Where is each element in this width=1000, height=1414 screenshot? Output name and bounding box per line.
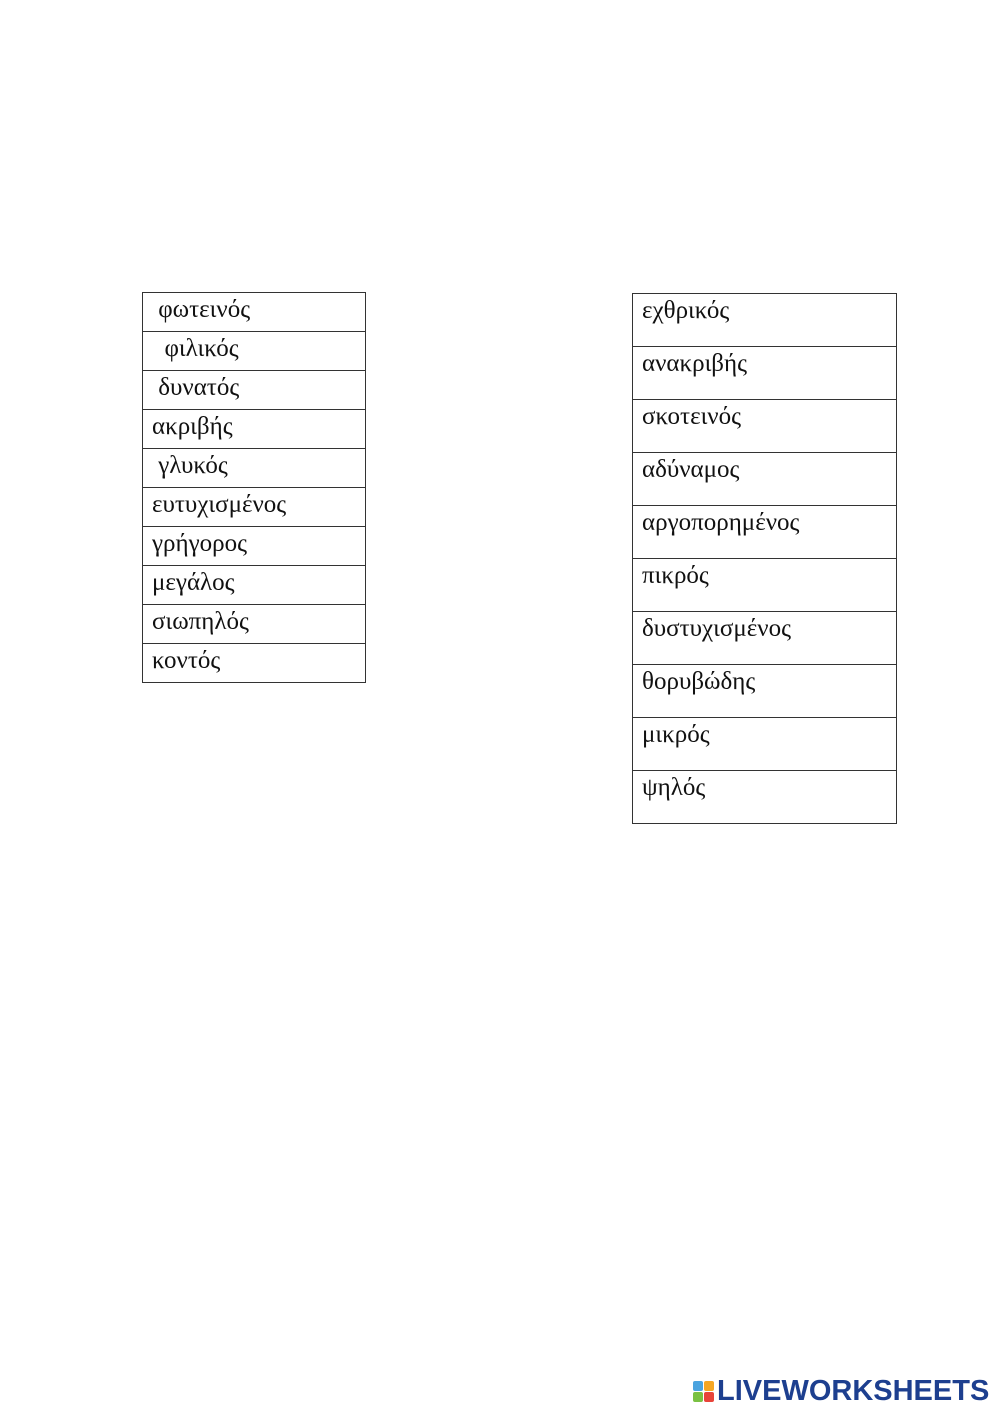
word-cell: φιλικός — [143, 332, 366, 371]
table-row — [633, 665, 897, 718]
table-row — [143, 566, 366, 605]
table-row — [633, 506, 897, 559]
word-cell: δυνατός — [143, 371, 366, 410]
logo-text: LIVEWORKSHEETS — [717, 1374, 990, 1407]
table-row — [143, 605, 366, 644]
logo-square — [704, 1381, 714, 1391]
word-cell: γρήγορος — [143, 527, 366, 566]
logo-square — [693, 1392, 703, 1402]
word-cell: κοντός — [143, 644, 366, 683]
table-row — [143, 644, 366, 683]
table-row — [633, 400, 897, 453]
table-row — [633, 294, 897, 347]
table-row — [143, 449, 366, 488]
word-cell: ακριβής — [143, 410, 366, 449]
table-row — [143, 332, 366, 371]
table-row — [143, 527, 366, 566]
table-row — [143, 410, 366, 449]
table-row — [633, 347, 897, 400]
table-row — [633, 612, 897, 665]
table-row — [143, 293, 366, 332]
word-cell: μεγάλος — [143, 566, 366, 605]
word-cell: μικρός — [633, 718, 897, 771]
table-row — [143, 488, 366, 527]
left-word-table — [142, 292, 366, 683]
table-row — [633, 718, 897, 771]
word-cell: αδύναμος — [633, 453, 897, 506]
word-cell: σιωπηλός — [143, 605, 366, 644]
liveworksheets-logo — [693, 1376, 989, 1406]
logo-square — [693, 1381, 703, 1391]
word-cell: ψηλός — [633, 771, 897, 824]
logo-square — [704, 1392, 714, 1402]
logo-icon — [693, 1381, 714, 1402]
word-cell: δυστυχισμένος — [633, 612, 897, 665]
word-cell: ευτυχισμένος — [143, 488, 366, 527]
table-row — [633, 559, 897, 612]
word-cell: πικρός — [633, 559, 897, 612]
word-cell: φωτεινός — [143, 293, 366, 332]
word-cell: γλυκός — [143, 449, 366, 488]
word-cell: θορυβώδης — [633, 665, 897, 718]
word-cell: εχθρικός — [633, 294, 897, 347]
word-cell: αργοπορημένος — [633, 506, 897, 559]
table-row — [633, 771, 897, 824]
right-word-table — [632, 293, 897, 824]
table-row — [633, 453, 897, 506]
table-row — [143, 371, 366, 410]
word-cell: σκοτεινός — [633, 400, 897, 453]
word-cell: ανακριβής — [633, 347, 897, 400]
